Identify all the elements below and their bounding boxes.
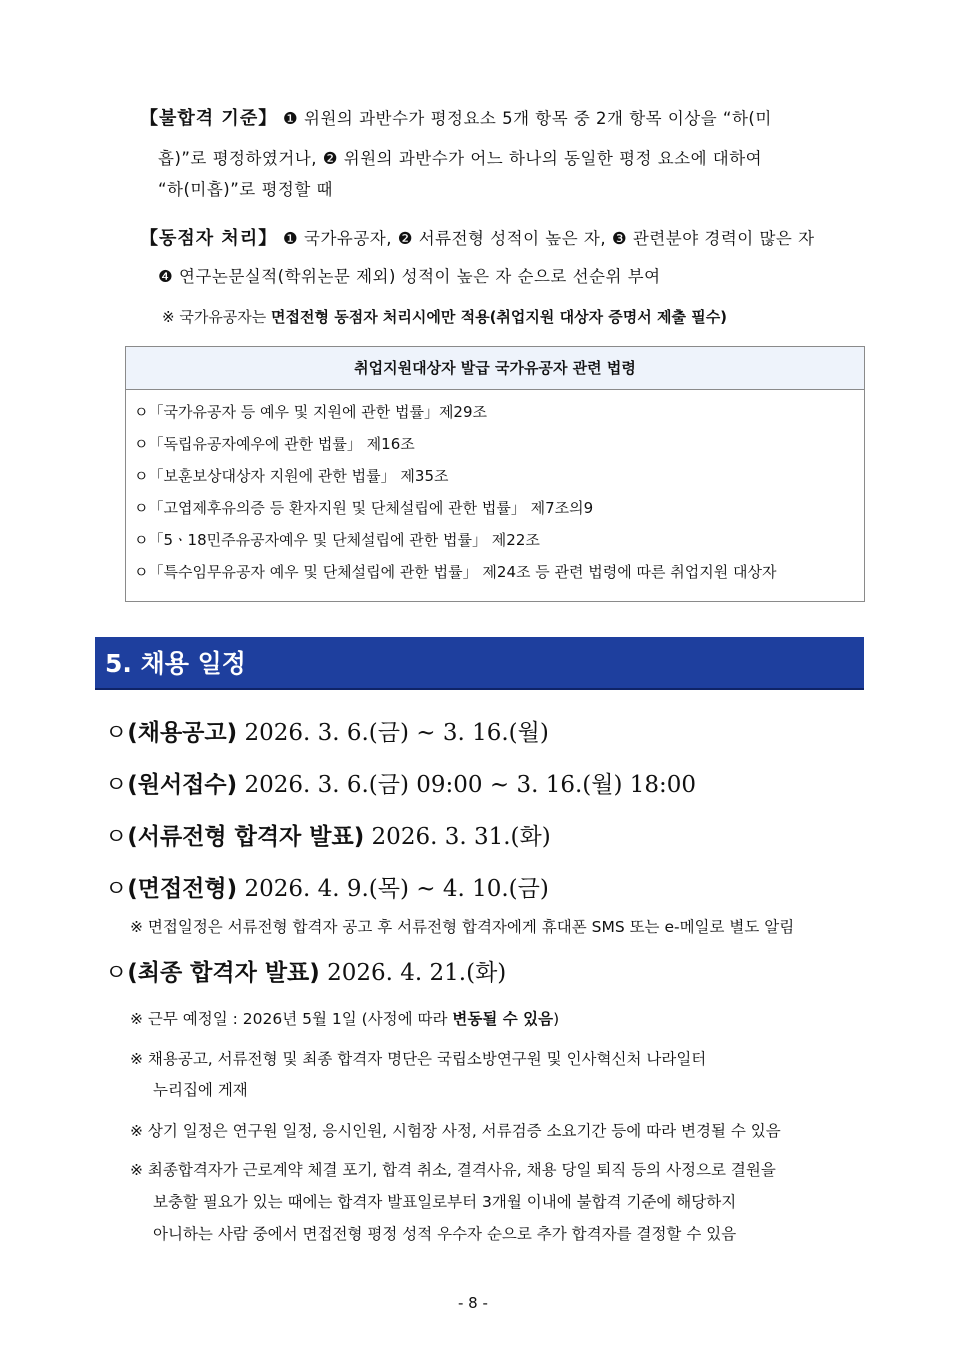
law-item: ㅇ「특수임무유공자 예우 및 단체설립에 관한 법률」 제24조 등 관련 법령에 따른 취업지원 대상자 — [134, 563, 777, 581]
law-item: ㅇ「고엽제후유의증 등 환자지원 및 단체설립에 관한 법률」 제7조의9 — [134, 499, 594, 517]
bullet: ㅇ — [105, 720, 128, 746]
schedule-apply — [105, 766, 696, 799]
law-item: ㅇ「국가유공자 등 예우 및 지원에 관한 법률」제29조 — [134, 403, 488, 421]
law-item: ㅇ「5ㆍ18민주유공자예우 및 단체설립에 관한 법률」 제22조 — [134, 531, 540, 549]
schedule-label: (최종 합격자 발표) — [127, 960, 320, 986]
note-additional-line-1: ※ 최종합격자가 근로계약 체결 포기, 합격 취소, 결격사유, 채용 당일 퇴직 등의 사정으로 결원을 — [130, 1161, 776, 1179]
note-publication-line-2: 누리집에 게재 — [153, 1081, 248, 1099]
bullet: ㅇ — [105, 876, 128, 902]
interview-note: ※ 면접일정은 서류전형 합격자 공고 후 서류전형 합격자에게 휴대폰 SMS 또는 e-메일로 별도 알림 — [130, 918, 795, 936]
note-start-date-bold: 변동될 수 있음 — [452, 1010, 554, 1028]
schedule-label: (원서접수) — [127, 772, 238, 798]
law-item: ㅇ「독립유공자예우에 관한 법률」 제16조 — [134, 435, 415, 453]
tie-criteria-line-1 — [140, 224, 815, 250]
note-start-date-prefix: ※ 근무 예정일 : 2026년 5월 1일 (사정에 따라 — [130, 1010, 453, 1028]
schedule-date: 2026. 4. 21.(화) — [327, 960, 507, 986]
note-publication-line-1: ※ 채용공고, 서류전형 및 최종 합격자 명단은 국립소방연구원 및 인사혁신처 나라일터 — [130, 1050, 707, 1068]
schedule-label: (면접전형) — [127, 876, 238, 902]
fail-criteria-line-3: “하(미흡)”로 평정할 때 — [158, 180, 333, 199]
bullet: ㅇ — [105, 772, 128, 798]
schedule-date: 2026. 3. 6.(금) 09:00 ~ 3. 16.(월) 18:00 — [244, 772, 697, 798]
note-additional-line-2: 보충할 필요가 있는 때에는 합격자 발표일로부터 3개월 이내에 불합격 기준에 해당하지 — [153, 1193, 737, 1211]
section-title: 5. 채용 일정 — [105, 649, 246, 678]
note-schedule-change: ※ 상기 일정은 연구원 일정, 응시인원, 시험장 사정, 서류검증 소요기간 등에 따라 변경될 수 있음 — [130, 1122, 781, 1140]
fail-criteria-line-1 — [140, 104, 772, 130]
schedule-date: 2026. 3. 31.(화) — [371, 824, 551, 850]
note-start-date — [130, 1007, 559, 1029]
schedule-date: 2026. 3. 6.(금) ~ 3. 16.(월) — [244, 720, 549, 746]
page-number: - 8 - — [458, 1294, 488, 1312]
note-additional-line-3: 아니하는 사람 중에서 면접전형 평정 성적 우수자 순으로 추가 합격자를 결정할 수 있음 — [153, 1225, 737, 1243]
bullet: ㅇ — [105, 960, 128, 986]
veteran-note-bold: 면접전형 동점자 처리시에만 적용(취업지원 대상자 증명서 제출 필수) — [271, 308, 728, 326]
note-start-date-suffix: ) — [553, 1010, 560, 1028]
schedule-doc-result — [105, 818, 551, 851]
law-item: ㅇ「보훈보상대상자 지원에 관한 법률」 제35조 — [134, 467, 449, 485]
bullet: ㅇ — [105, 824, 128, 850]
tie-criteria-line-2: ❹ 연구논문실적(학위논문 제외) 성적이 높은 자 순으로 선순위 부여 — [158, 267, 661, 286]
fail-criteria-line-2: 흡)”로 평정하였거나, ❷ 위원의 과반수가 어느 하나의 동일한 평정 요소에 대하여 — [158, 149, 763, 168]
fail-criteria-heading: 【불합격 기준】 — [140, 108, 278, 129]
schedule-announce — [105, 714, 549, 747]
tie-criteria-text-1: ❶ 국가유공자, ❷ 서류전형 성적이 높은 자, ❸ 관련분야 경력이 많은 자 — [282, 229, 815, 248]
veteran-note — [162, 306, 727, 327]
section-header-bar — [95, 637, 864, 690]
fail-criteria-text-1: ❶ 위원의 과반수가 평정요소 5개 항목 중 2개 항목 이상을 “하(미 — [282, 109, 772, 128]
law-table-list — [126, 390, 864, 588]
law-table — [125, 346, 865, 602]
schedule-label: (채용공고) — [127, 720, 238, 746]
schedule-date: 2026. 4. 9.(목) ~ 4. 10.(금) — [244, 876, 549, 902]
schedule-label: (서류전형 합격자 발표) — [127, 824, 365, 850]
veteran-note-prefix: ※ 국가유공자는 — [162, 308, 272, 326]
law-table-title: 취업지원대상자 발급 국가유공자 관련 법령 — [126, 347, 864, 390]
schedule-final — [105, 954, 506, 987]
tie-criteria-heading: 【동점자 처리】 — [140, 228, 278, 249]
schedule-interview — [105, 870, 549, 903]
